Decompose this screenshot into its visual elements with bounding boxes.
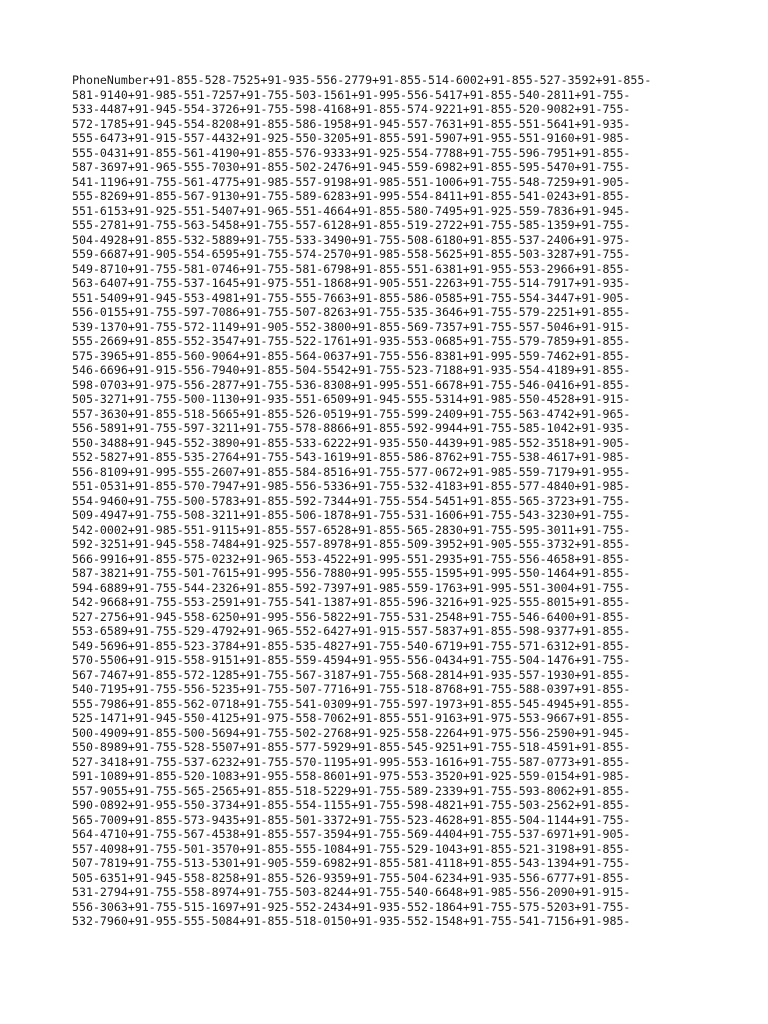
text-line: 557-3630+91-855-518-5665+91-855-526-0519+91-755-599-2409+91-755-563-4742+91-965-: [72, 406, 631, 421]
text-line: 527-3418+91-755-537-6232+91-755-570-1195+91-995-553-1616+91-755-587-0773+91-855-: [72, 754, 631, 769]
text-line: 592-3251+91-945-558-7484+91-925-557-8978+91-855-509-3952+91-905-555-3732+91-855-: [72, 537, 631, 551]
text-line: 507-7819+91-755-513-5301+91-905-559-6982+91-855-581-4118+91-855-543-1394+91-755-: [72, 856, 631, 870]
text-line: 550-3488+91-945-552-3890+91-855-533-6222+91-935-550-4439+91-985-552-3518+91-905-: [72, 435, 631, 450]
text-line: 554-9460+91-755-500-5783+91-855-592-7344+91-755-554-5451+91-855-565-3723+91-755-: [72, 493, 631, 508]
text-line: 546-6696+91-915-556-7940+91-855-504-5542+91-755-523-7188+91-935-554-4189+91-855-: [72, 363, 631, 377]
text-line: 587-3697+91-965-555-7030+91-855-502-2476+91-945-559-6982+91-855-595-5470+91-755-: [72, 160, 631, 174]
text-line: 551-5409+91-945-553-4981+91-755-555-7663+91-855-586-0585+91-755-554-3447+91-905-: [72, 290, 631, 305]
text-line: 570-5506+91-915-558-9151+91-855-559-4594+91-955-556-0434+91-755-504-1476+91-755-: [72, 653, 631, 667]
text-line: 542-0002+91-985-551-9115+91-855-557-6528+91-855-565-2830+91-755-595-3011+91-755-: [72, 522, 631, 537]
text-line: 525-1471+91-945-550-4125+91-975-558-7062+91-855-551-9163+91-975-553-9667+91-855-: [72, 711, 631, 725]
text-line: 549-8710+91-755-581-0746+91-755-581-6798+91-855-551-6381+91-955-553-2966+91-855-: [72, 261, 631, 276]
text-line: 555-0431+91-855-561-4190+91-855-576-9333+91-925-554-7788+91-755-596-7951+91-855-: [72, 145, 631, 160]
text-line: 555-6473+91-915-557-4432+91-925-550-3205+91-855-591-5907+91-955-551-9160+91-985-: [72, 131, 631, 145]
text-line: PhoneNumber+91-855-528-7525+91-935-556-2779+91-855-514-6002+91-855-527-3592+91-855-: [72, 73, 652, 87]
text-line: 509-4947+91-755-508-3211+91-855-506-1878+91-755-531-1606+91-755-543-3230+91-755-: [72, 508, 631, 522]
text-line: 587-3821+91-755-501-7615+91-995-556-7880+91-995-555-1595+91-995-550-1464+91-855-: [72, 566, 631, 580]
text-line: 542-9668+91-755-553-2591+91-755-541-1387+91-855-596-3216+91-925-555-8015+91-855-: [72, 595, 631, 609]
text-line: 531-2794+91-755-558-8974+91-755-503-8244+91-755-540-6648+91-985-556-2090+91-915-: [72, 885, 631, 899]
text-line: 527-2756+91-945-558-6250+91-995-556-5822+91-755-531-2548+91-755-546-6400+91-855-: [72, 609, 631, 624]
text-line: 575-3965+91-855-560-9064+91-855-564-0637+91-755-556-8381+91-995-559-7462+91-855-: [72, 348, 631, 363]
text-line: 556-3063+91-755-515-1697+91-925-552-2434+91-935-552-1864+91-755-575-5203+91-755-: [72, 899, 631, 914]
text-line: 552-5827+91-855-535-2764+91-755-543-1619+91-855-586-8762+91-755-538-4617+91-985-: [72, 450, 631, 464]
text-line: 572-1785+91-945-554-8208+91-855-586-1958+91-945-557-7631+91-855-551-5641+91-935-: [72, 116, 631, 131]
text-line: 504-4928+91-855-532-5889+91-755-533-3490+91-755-508-6180+91-855-537-2406+91-975-: [72, 232, 631, 247]
text-line: 549-5696+91-855-523-3784+91-855-535-4827+91-755-540-6719+91-755-571-6312+91-855-: [72, 638, 631, 653]
text-line: 550-8989+91-755-528-5507+91-855-577-5929+91-855-545-9251+91-755-518-4591+91-855-: [72, 740, 631, 754]
text-line: 532-7960+91-955-555-5084+91-855-518-0150+91-935-552-1548+91-755-541-7156+91-985-: [72, 914, 631, 928]
text-line: 555-2781+91-755-563-5458+91-755-557-6128+91-855-519-2722+91-755-585-1359+91-755-: [72, 218, 631, 232]
text-line: 541-1196+91-755-561-4775+91-985-557-9198+91-985-551-1006+91-755-548-7259+91-905-: [72, 174, 631, 189]
text-line: 556-8109+91-995-555-2607+91-855-584-8516+91-755-577-0672+91-985-559-7179+91-955-: [72, 464, 631, 479]
text-line: 557-4098+91-755-501-3570+91-855-555-1084+91-755-529-1043+91-855-521-3198+91-855-: [72, 841, 631, 856]
text-line: 555-7986+91-855-562-0718+91-755-541-0309+91-755-597-1973+91-855-545-4945+91-855-: [72, 696, 631, 711]
text-line: 555-2669+91-855-552-3547+91-755-522-1761+91-935-553-0685+91-755-579-7859+91-855-: [72, 334, 631, 348]
text-line: 505-3271+91-755-500-1130+91-935-551-6509+91-945-555-5314+91-985-550-4528+91-915-: [72, 392, 631, 406]
text-line: 551-6153+91-925-551-5407+91-965-551-4664+91-855-580-7495+91-925-559-7836+91-945-: [72, 203, 631, 218]
text-line: 591-1089+91-855-520-1083+91-955-558-8601+91-975-553-3520+91-925-559-0154+91-985-: [72, 769, 631, 783]
text-line: 505-6351+91-945-558-8258+91-855-526-9359+91-755-504-6234+91-935-556-6777+91-855-: [72, 870, 631, 885]
text-line: 598-0703+91-975-556-2877+91-755-536-8308+91-995-551-6678+91-755-546-0416+91-855-: [72, 377, 631, 392]
text-line: 590-0892+91-955-550-3734+91-855-554-1155+91-755-598-4821+91-755-503-2562+91-855-: [72, 798, 631, 812]
text-line: 551-0531+91-855-570-7947+91-985-556-5336+91-755-532-4183+91-855-577-4840+91-985-: [72, 479, 631, 493]
text-line: 581-9140+91-985-551-7257+91-755-503-1561+91-995-556-5417+91-855-540-2811+91-755-: [72, 87, 631, 102]
text-line: 564-4710+91-755-567-4538+91-855-557-3594+91-755-569-4404+91-755-537-6971+91-905-: [72, 827, 631, 841]
document-page: [72, 73, 732, 929]
text-line: 563-6407+91-755-537-1645+91-975-551-1868+91-905-551-2263+91-755-514-7917+91-935-: [72, 276, 631, 290]
text-line: 565-7009+91-855-573-9435+91-855-501-3372+91-755-523-4628+91-855-504-1144+91-755-: [72, 812, 631, 827]
text-line: 567-7467+91-855-572-1285+91-755-567-3187+91-755-568-2814+91-935-557-1930+91-855-: [72, 667, 631, 682]
text-line: 557-9055+91-755-565-2565+91-855-518-5229+91-755-589-2339+91-755-593-8062+91-855-: [72, 783, 631, 798]
text-line: 533-4487+91-945-554-3726+91-755-598-4168+91-855-574-9221+91-855-520-9082+91-755-: [72, 102, 631, 116]
text-line: 539-1370+91-755-572-1149+91-905-552-3800+91-855-569-7357+91-755-557-5046+91-915-: [72, 319, 631, 334]
text-line: 566-9916+91-855-575-0232+91-965-553-4522+91-995-551-2935+91-755-556-4658+91-855-: [72, 551, 631, 566]
text-line: 555-8269+91-855-567-9130+91-755-589-6283+91-995-554-8411+91-855-541-0243+91-855-: [72, 189, 631, 203]
text-line: 500-4909+91-855-500-5694+91-755-502-2768+91-925-558-2264+91-975-556-2590+91-945-: [72, 725, 631, 740]
text-line: 553-6589+91-755-529-4792+91-965-552-6427+91-915-557-5837+91-855-598-9377+91-855-: [72, 624, 631, 638]
text-line: 594-6889+91-755-544-2326+91-855-592-7397+91-985-559-1763+91-995-551-3004+91-755-: [72, 580, 631, 595]
text-line: 556-5891+91-755-597-3211+91-755-578-8866+91-855-592-9944+91-755-585-1042+91-935-: [72, 421, 631, 435]
text-line: 540-7195+91-755-556-5235+91-755-507-7716+91-755-518-8768+91-755-588-0397+91-855-: [72, 682, 631, 696]
text-line: 556-0155+91-755-597-7086+91-755-507-8263+91-755-535-3646+91-755-579-2251+91-855-: [72, 305, 631, 319]
text-line: 559-6687+91-905-554-6595+91-755-574-2570+91-985-558-5625+91-855-503-3287+91-755-: [72, 247, 631, 261]
